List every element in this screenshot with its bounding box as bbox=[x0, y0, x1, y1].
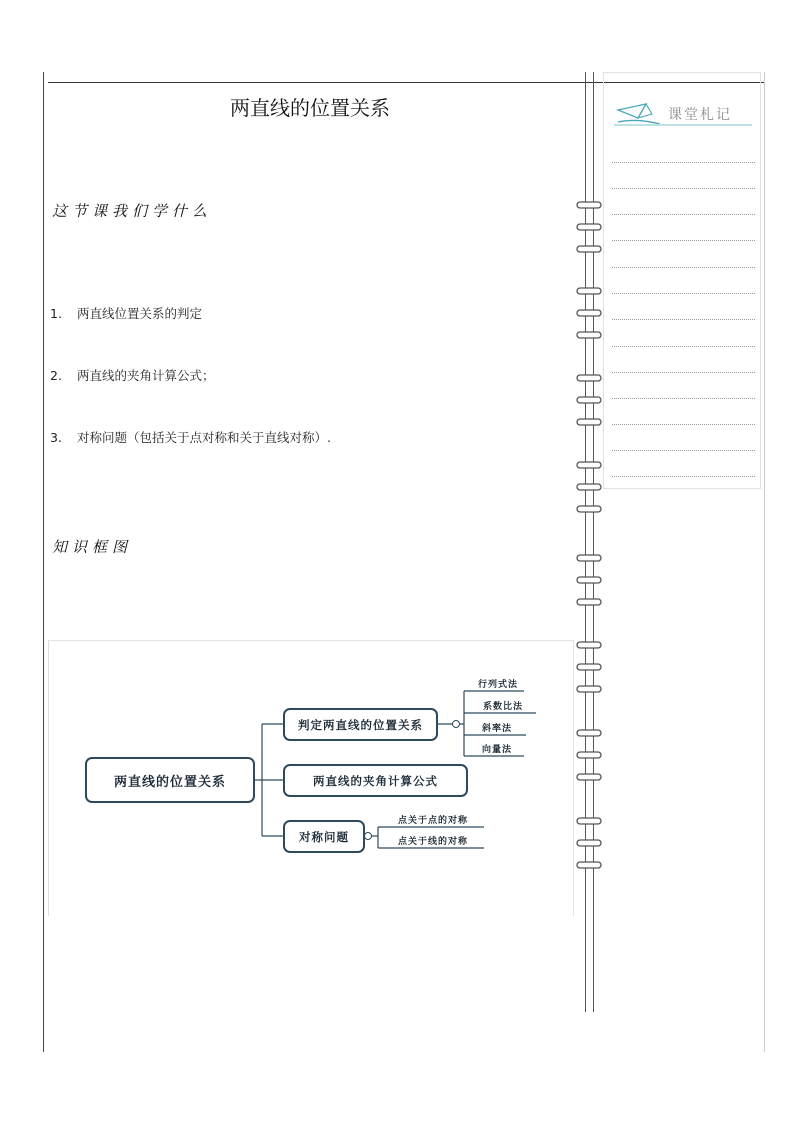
mindmap-root-node: 两直线的位置关系 bbox=[85, 757, 255, 803]
mindmap-branch-node: 对称问题 bbox=[283, 820, 365, 853]
objective-number: 1. bbox=[50, 306, 62, 321]
objectives-heading: 这节课我们学什么 bbox=[52, 202, 213, 220]
page-title: 两直线的位置关系 bbox=[230, 96, 390, 120]
mindmap-leaf: 系数比法 bbox=[482, 702, 523, 712]
mindmap-leaf: 行列式法 bbox=[477, 680, 518, 690]
spiral-rings bbox=[574, 190, 606, 880]
objective-text: 对称问题（包括关于点对称和关于直线对称）. bbox=[77, 430, 331, 445]
mindmap-branch-node: 判定两直线的位置关系 bbox=[283, 708, 438, 741]
objective-text: 两直线位置关系的判定 bbox=[77, 306, 203, 321]
mindmap-leaf: 斜率法 bbox=[481, 724, 512, 734]
objective-number: 2. bbox=[50, 368, 62, 383]
knowledge-heading: 知识框图 bbox=[52, 538, 133, 556]
objective-text: 两直线的夹角计算公式； bbox=[77, 368, 215, 383]
notes-title: 课堂札记 bbox=[668, 107, 732, 123]
mindmap-branch-node: 两直线的夹角计算公式 bbox=[283, 764, 468, 797]
mindmap-leaf: 向量法 bbox=[481, 745, 512, 755]
notes-title-underline bbox=[614, 124, 752, 126]
notes-panel bbox=[603, 72, 761, 489]
mindmap-leaf: 点关于线的对称 bbox=[397, 837, 468, 847]
objective-number: 3. bbox=[50, 430, 62, 445]
mindmap-leaf: 点关于点的对称 bbox=[397, 816, 468, 826]
right-margin-line bbox=[764, 72, 765, 1052]
